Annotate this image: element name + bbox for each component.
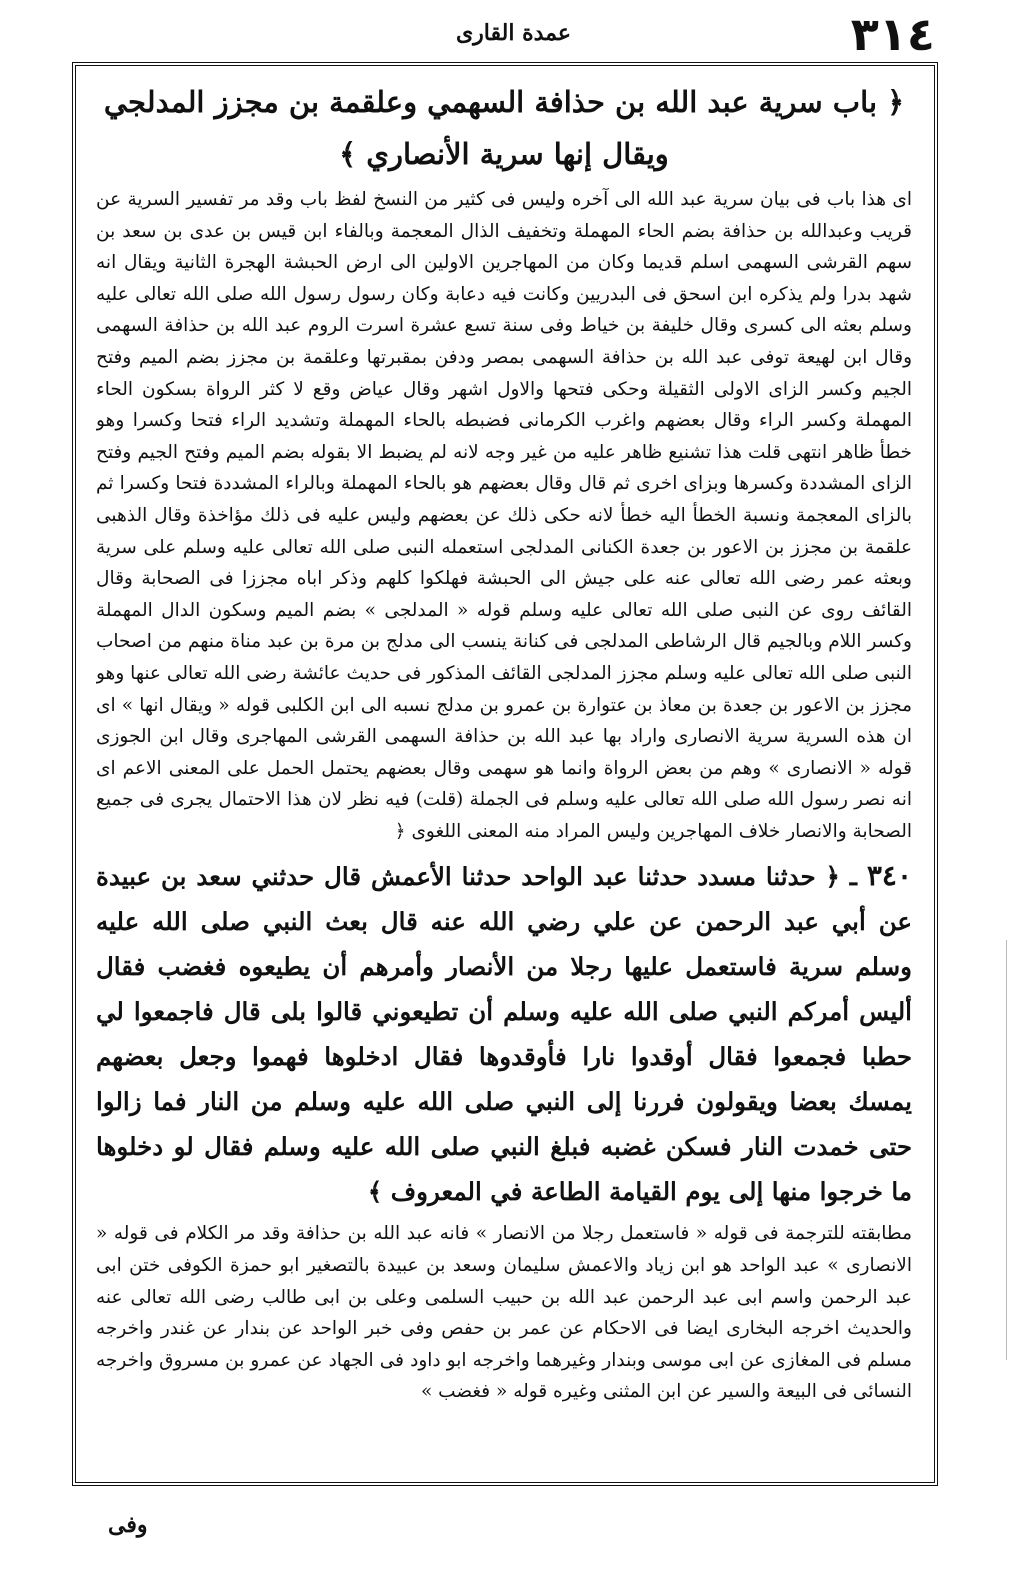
- running-head: عمدة القارى: [455, 20, 572, 46]
- page-body: [96, 76, 912, 1476]
- hadith-text: ـ ﴿ حدثنا مسدد حدثنا عبد الواحد حدثنا الأعمش قال حدثني سعد بن عبيدة عن أبي عبد الرحمن عن علي رضي الله عنه قال بعث النبي صلى الله عليه وسلم سرية فاستعمل عليها رجلا من الأنصار وأمرهم أن يطيعوه فغضب فقال أليس أمركم النبي صلى الله عليه وسلم أن تطيعوني قالوا بلى قال فاجمعوا لي حطبا فجمعوا فقال أوقدوا نارا فأوقدوها فقال ادخلوها فهموا وجعل بعضهم يمسك بعضا ويقولون فررنا إلى النبي صلى الله عليه وسلم من النار فما زالوا حتى خمدت النار فسكن غضبه فبلغ النبي صلى الله عليه وسلم فقال لو دخلوها ما خرجوا منها إلى يوم القيامة الطاعة في المعروف ﴾: [96, 862, 912, 1207]
- chapter-commentary: اى هذا باب فى بيان سرية عبد الله الى آخره وليس فى كثير من النسخ لفظ باب وقد مر تفسير السرية عن قريب وعبدالله بن حذافة بضم الحاء المهملة وتخفيف الذال المعجمة وبالفاء ابن قيس بن عدى بن سعد بن سهم القرشى السهمى اسلم قديما وكان من المهاجرين الاولين الى ارض الحبشة الهجرة الثانية ويقال انه شهد بدرا ولم يذكره ابن اسحق فى البدريين وكانت فيه دعابة وكان رسول رسول الله صلى الله تعالى عليه وسلم بعثه الى كسرى وقال خليفة بن خياط وفى سنة تسع عشرة اسرت الروم عبد الله بن حذافة السهمى وقال ابن لهيعة توفى عبد الله بن حذافة السهمى بمصر ودفن بمقبرتها وعلقمة بن مجزز بضم الميم وفتح الجيم وكسر الزاى الاولى الثقيلة وحكى فتحها والاول اشهر وقال عياض وقع لا كثر الرواة بسكون الحاء المهملة وكسر الراء وقال بعضهم واغرب الكرمانى فضبطه بالحاء المهملة وتشديد الراء فتحا وكسرا وهو خطأ ظاهر انتهى قلت هذا تشنيع ظاهر عليه من غير وجه لانه لم يضبط الا بقوله بضم الميم وفتح الجيم وفتح الزاى المشددة وكسرها وبزاى اخرى ثم قال وقال بعضهم هو بالحاء المهملة وبالراء المشددة فتحا وكسرا ثم بالزاى المعجمة ونسبة الخطأ اليه خطأ لانه حكى ذلك عن بعضهم وليس عليه فى ذلك مؤاخذة وقال الذهبى علقمة بن مجزز بن الاعور بن جعدة الكنانى المدلجى استعمله النبى صلى الله تعالى عليه وسلم على سرية وبعثه عمر رضى الله تعالى عنه على جيش الى الحبشة فهلكوا كلهم وذكر اباه مجززا فى الصحابة وقال القائف روى عن النبى صلى الله تعالى عليه وسلم قوله « المدلجى » بضم الميم وسكون الدال المهملة وكسر اللام وبالجيم قال الرشاطى المدلجى فى كنانة ينسب الى مدلج بن مرة بن عبد مناة منهم من اصحاب النبى صلى الله تعالى عليه وسلم مجزز المدلجى القائف المذكور فى حديث عائشة رضى الله تعالى عنها وهو مجزز بن الاعور بن جعدة بن معاذ بن عتوارة بن عمرو بن مدلج نسبه الى ابن الكلبى قوله « ويقال انها » اى ان هذه السرية سرية الانصارى واراد بها عبد الله بن حذافة السهمى القرشى المهاجرى وقال ابن الجوزى قوله « الانصارى » وهم من بعض الرواة وانما هو سهمى وقال بعضهم يحتمل الحمل على المعنى الاعم اى انه نصر رسول الله صلى الله تعالى عليه وسلم فى الجملة (قلت) فيه نظر لان هذا الاحتمال يجرى فى جميع الصحابة والانصار خلاف المهاجرين وليس المراد منه المعنى اللغوى ﴿: [96, 189, 912, 842]
- hadith-explanation: مطابقته للترجمة فى قوله « فاستعمل رجلا من الانصار » فانه عبد الله بن حذافة وقد مر الكلام فى قوله « الانصارى » عبد الواحد هو ابن زياد والاعمش سليمان وسعد بن عبيدة بالتصغير ابو حمزة الكوفى ختن ابى عبد الرحمن واسم ابى عبد الرحمن عبد الله بن حبيب السلمى وعلى بن ابى طالب رضى الله تعالى عنه والحديث اخرجه البخارى ايضا فى الاحكام عن عمر بن حفص وفى خبر الواحد عن بندار عن غندر واخرجه مسلم فى المغازى عن ابى موسى وبندار وغيرهما واخرجه ابو داود فى الجهاد عن عمرو بن مسروق واخرجه النسائى فى البيعة والسير عن ابن المثنى وغيره قوله « فغضب »: [96, 1223, 912, 1403]
- chapter-heading: ﴿ باب سرية عبد الله بن حذافة السهمي وعلقمة بن مجزز المدلجي ويقال إنها سرية الأنصاري ﴾: [103, 85, 905, 171]
- margin-rule: [1006, 940, 1007, 1360]
- hadith-number: ٣٤٠: [866, 859, 912, 893]
- page-number: ٣١٤: [850, 7, 935, 61]
- hadith-block: [96, 853, 912, 1214]
- catchword: وفى: [108, 1512, 148, 1538]
